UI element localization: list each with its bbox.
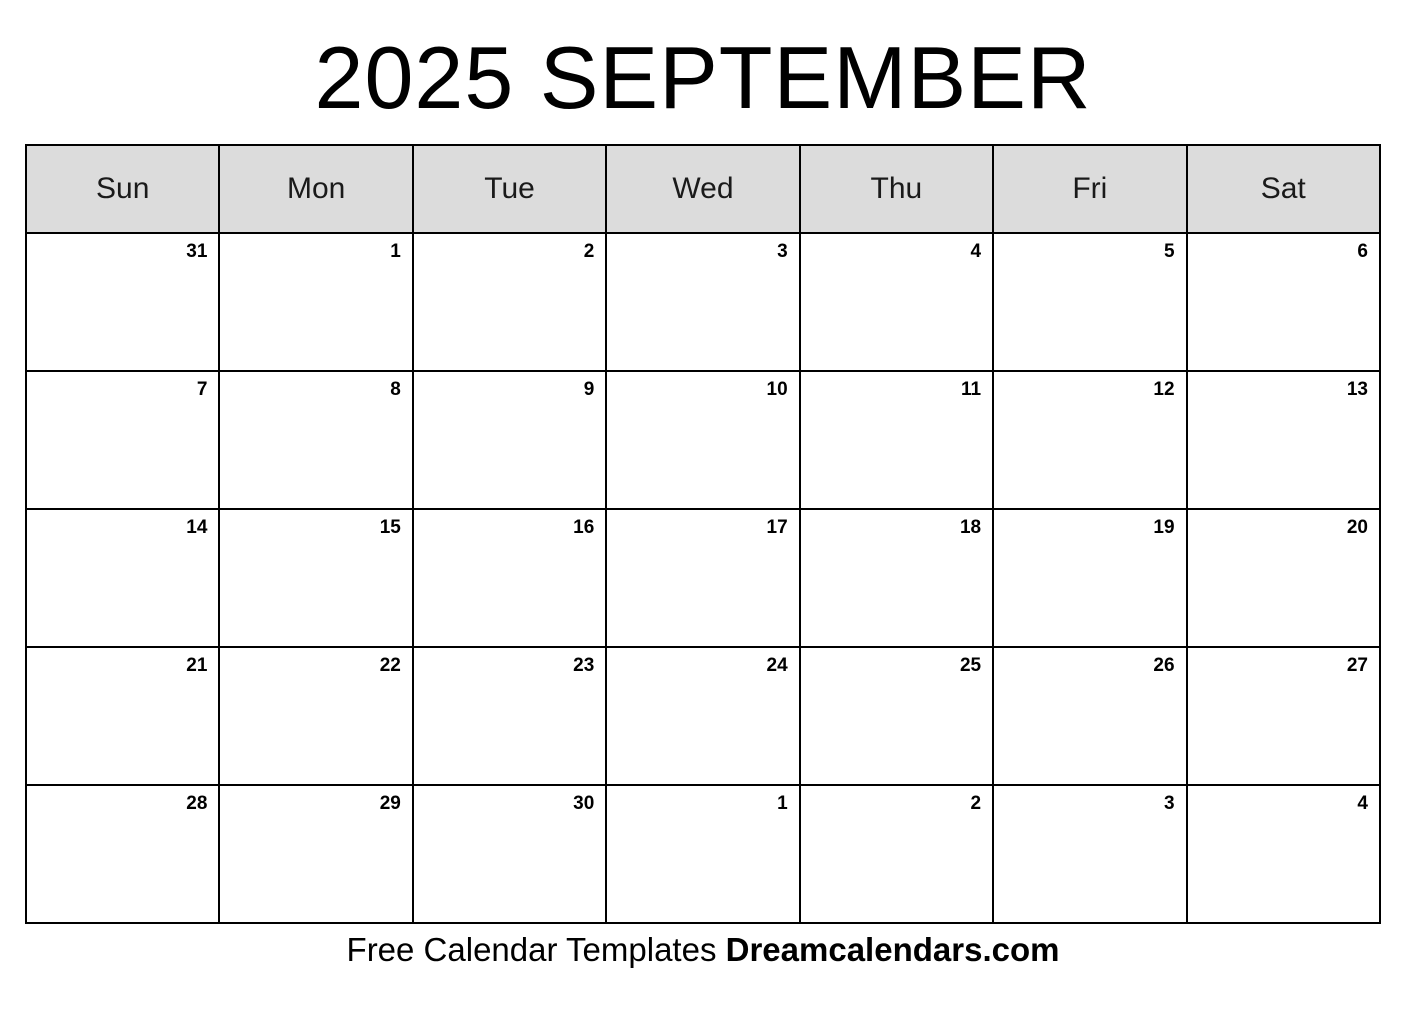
day-cell[interactable] (1188, 372, 1381, 510)
day-cell[interactable] (220, 234, 413, 372)
day-number: 22 (379, 655, 401, 676)
day-number: 7 (196, 379, 208, 400)
day-number: 10 (766, 379, 788, 400)
day-cell[interactable] (801, 234, 994, 372)
day-number: 3 (1163, 793, 1175, 814)
day-number: 28 (186, 793, 208, 814)
day-cell[interactable] (27, 786, 220, 924)
week-row (27, 372, 1381, 510)
day-cell[interactable] (607, 510, 800, 648)
week-row (27, 234, 1381, 372)
footer (0, 930, 1406, 970)
day-cell[interactable] (1188, 648, 1381, 786)
day-cell[interactable] (414, 786, 607, 924)
day-cell[interactable] (220, 510, 413, 648)
day-cell[interactable] (801, 786, 994, 924)
day-number: 2 (970, 793, 982, 814)
day-cell[interactable] (414, 510, 607, 648)
day-cell[interactable] (414, 648, 607, 786)
day-cell[interactable] (801, 510, 994, 648)
day-cell[interactable] (994, 510, 1187, 648)
footer-brand: Dreamcalendars.com (725, 931, 1060, 968)
day-number: 4 (970, 241, 982, 262)
day-number: 15 (379, 517, 401, 538)
day-number: 6 (1357, 241, 1368, 262)
weekday-header-mon (220, 146, 413, 234)
day-number: 3 (777, 241, 788, 262)
weekday-label: Thu (870, 172, 923, 205)
day-cell[interactable] (801, 372, 994, 510)
calendar-title-bar (25, 14, 1381, 142)
day-number: 21 (186, 655, 208, 676)
day-cell[interactable] (414, 234, 607, 372)
day-number: 26 (1153, 655, 1175, 676)
day-cell[interactable] (220, 372, 413, 510)
day-cell[interactable] (607, 786, 800, 924)
day-number: 18 (959, 517, 982, 538)
day-number: 12 (1153, 379, 1175, 400)
day-number: 9 (583, 379, 595, 400)
day-cell[interactable] (220, 648, 413, 786)
day-number: 16 (573, 517, 595, 538)
day-number: 23 (573, 655, 595, 676)
day-cell[interactable] (414, 372, 607, 510)
weekday-label: Wed (672, 172, 734, 205)
weekday-label: Fri (1072, 172, 1108, 205)
day-number: 20 (1346, 517, 1368, 538)
day-cell[interactable] (994, 648, 1187, 786)
calendar-grid (25, 144, 1381, 924)
week-row (27, 786, 1381, 924)
day-cell[interactable] (607, 372, 800, 510)
day-cell[interactable] (1188, 510, 1381, 648)
weekday-header-sat (1188, 146, 1381, 234)
weekday-label: Tue (484, 172, 535, 205)
page-title: 2025 SEPTEMBER (314, 28, 1092, 127)
day-number: 8 (390, 379, 401, 400)
day-cell[interactable] (607, 234, 800, 372)
day-number: 30 (573, 793, 595, 814)
day-number: 1 (390, 241, 401, 262)
day-number: 13 (1346, 379, 1368, 400)
day-number: 31 (186, 241, 208, 262)
weekday-label: Sun (96, 172, 150, 205)
footer-text: Free Calendar Templates (346, 931, 726, 968)
day-number: 27 (1346, 655, 1368, 676)
week-row (27, 648, 1381, 786)
day-cell[interactable] (27, 234, 220, 372)
weekday-header-thu (801, 146, 994, 234)
day-number: 19 (1153, 517, 1175, 538)
day-cell[interactable] (994, 234, 1187, 372)
day-number: 25 (959, 655, 982, 676)
day-cell[interactable] (801, 648, 994, 786)
day-cell[interactable] (994, 372, 1187, 510)
weekday-header-row (27, 146, 1381, 234)
day-number: 4 (1357, 793, 1368, 814)
day-number: 24 (766, 655, 788, 676)
day-cell[interactable] (27, 510, 220, 648)
weekday-label: Sat (1260, 172, 1306, 205)
day-cell[interactable] (1188, 786, 1381, 924)
week-row (27, 510, 1381, 648)
day-cell[interactable] (27, 372, 220, 510)
day-cell[interactable] (994, 786, 1187, 924)
weekday-header-tue (414, 146, 607, 234)
day-cell[interactable] (27, 648, 220, 786)
weekday-label: Mon (286, 172, 346, 205)
weekday-header-fri (994, 146, 1187, 234)
day-number: 2 (583, 241, 595, 262)
weekday-header-sun (27, 146, 220, 234)
weekday-header-wed (607, 146, 800, 234)
day-number: 11 (961, 379, 982, 400)
day-number: 5 (1163, 241, 1175, 262)
day-number: 17 (766, 517, 788, 538)
day-number: 1 (777, 793, 788, 814)
day-number: 14 (186, 517, 208, 538)
day-number: 29 (379, 793, 401, 814)
day-cell[interactable] (220, 786, 413, 924)
day-cell[interactable] (1188, 234, 1381, 372)
day-cell[interactable] (607, 648, 800, 786)
